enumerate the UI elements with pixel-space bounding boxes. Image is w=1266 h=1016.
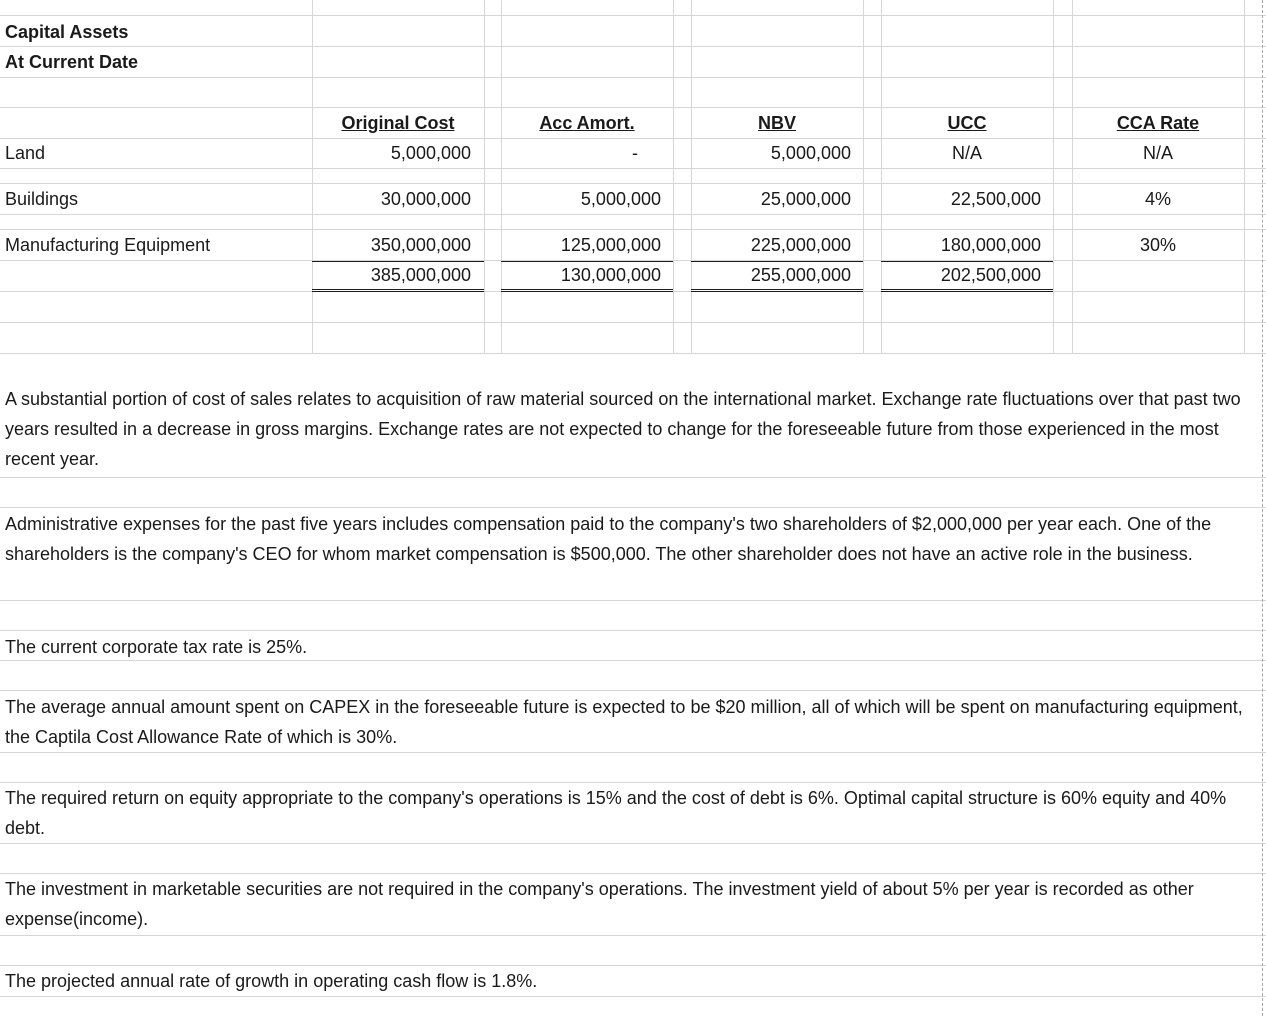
subtotal-line-original-cost [312, 261, 484, 262]
note-growth-rate: The projected annual rate of growth in operating cash flow is 1.8%. [5, 971, 538, 991]
land-nbv: 5,000,000 [770, 143, 851, 163]
land-cca-rate: N/A [1142, 143, 1173, 163]
note-capex: The average annual amount spent on CAPEX in the foreseeable future is expected to be $20 million, all of which will be spent on manufacturing equipment, the Captila Cost Allowance Rate of which is 30%. [5, 697, 1243, 747]
buildings-nbv: 25,000,000 [760, 189, 851, 209]
row-label-land: Land [5, 143, 46, 163]
buildings-acc-amort: 5,000,000 [580, 189, 661, 209]
sheet-title: Capital Assets [5, 22, 129, 42]
equipment-original-cost: 350,000,000 [370, 235, 471, 255]
total-double-line-ucc [881, 289, 1053, 292]
subtotal-line-nbv [691, 261, 863, 262]
equipment-cca-rate: 30% [1139, 235, 1177, 255]
note-administrative-expenses: Administrative expenses for the past five years includes compensation paid to the company's two shareholders of $2,000,000 per year each. One of the shareholders is the company's CEO for whom market compensation is $500,000. The other shareholder does not have an active role in the business. [5, 514, 1212, 564]
buildings-original-cost: 30,000,000 [380, 189, 471, 209]
subtotal-line-ucc [881, 261, 1053, 262]
total-double-line-original-cost [312, 289, 484, 292]
note-cost-of-capital: The required return on equity appropriate to the company's operations is 15% and the cost of debt is 6%. Optimal capital structure is 60% equity and 40% debt. [5, 788, 1227, 838]
total-ucc: 202,500,000 [940, 265, 1041, 285]
buildings-ucc: 22,500,000 [950, 189, 1041, 209]
land-acc-amort: - [632, 143, 638, 163]
note-exchange-rates: A substantial portion of cost of sales relates to acquisition of raw material sourced on the international market. Exchange rate fluctuations over that past two years resulted in a decrease in gross margins. Exchange rates are not expected to change for the foreseeable future from those experienced in the most recent year. [5, 389, 1241, 469]
equipment-nbv: 225,000,000 [750, 235, 851, 255]
col-header-ucc: UCC [947, 113, 987, 133]
total-double-line-acc-amort [501, 289, 673, 292]
row-label-manufacturing-equipment: Manufacturing Equipment [5, 235, 211, 255]
subtotal-line-acc-amort [501, 261, 673, 262]
land-ucc: N/A [951, 143, 982, 163]
col-header-acc-amort: Acc Amort. [539, 113, 635, 133]
total-acc-amort: 130,000,000 [560, 265, 661, 285]
total-nbv: 255,000,000 [750, 265, 851, 285]
sheet-subtitle: At Current Date [5, 52, 139, 72]
note-marketable-securities: The investment in marketable securities are not required in the company's operations. The investment yield of about 5% per year is recorded as other expense(income). [5, 879, 1194, 929]
buildings-cca-rate: 4% [1144, 189, 1171, 209]
equipment-acc-amort: 125,000,000 [560, 235, 661, 255]
total-double-line-nbv [691, 289, 863, 292]
equipment-ucc: 180,000,000 [940, 235, 1041, 255]
col-header-cca-rate: CCA Rate [1116, 113, 1200, 133]
land-original-cost: 5,000,000 [390, 143, 471, 163]
total-original-cost: 385,000,000 [370, 265, 471, 285]
row-label-buildings: Buildings [5, 189, 79, 209]
note-tax-rate: The current corporate tax rate is 25%. [5, 637, 308, 657]
col-header-original-cost: Original Cost [341, 113, 455, 133]
col-header-nbv: NBV [757, 113, 796, 133]
